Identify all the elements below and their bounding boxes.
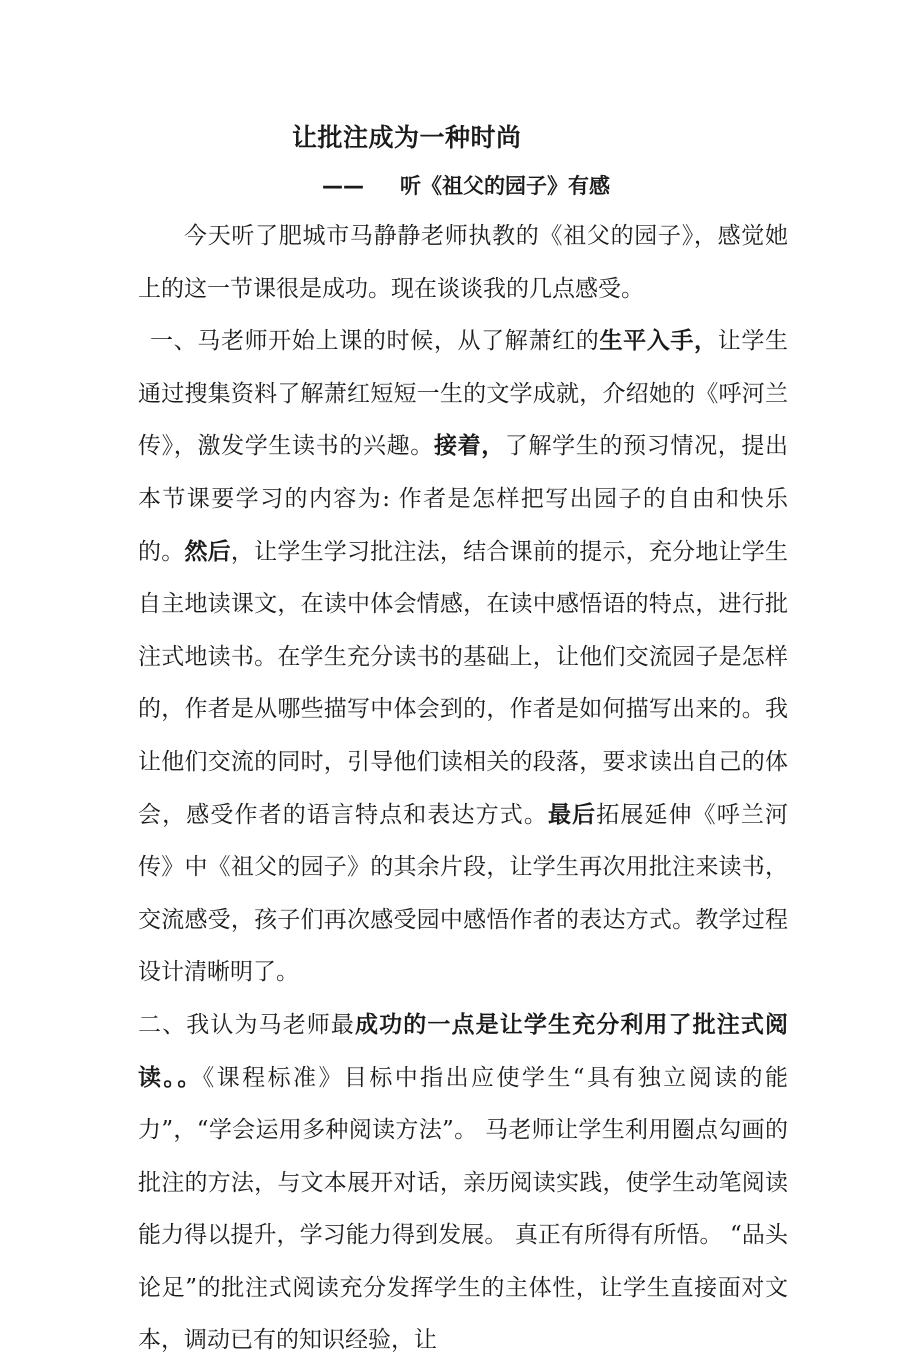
text-run: ，让学生学习批注法，结合课前的提示，充分地让学生自主地读课文，在读中体会情感，在读中感悟语的特点，进行批注式地读书。在学生充分读书的基础上，让他们交流园子是怎样的，作者是从哪些描写中体会到的，作者是如何描写出来的。我让他们交流的同时，引导他们读相关的段落，要求读出自己的体会，感受作者的语言特点和表达方式。: [138, 538, 789, 828]
bold-run: 然后: [184, 538, 231, 565]
paragraph-point-two: [138, 999, 788, 1367]
text-run: 让学生通过搜集资料了解萧红短短一生的文学成就，介绍她的《呼河兰传》，激发学生读书的兴趣。: [138, 328, 789, 460]
bold-run: 成功的一点是让学生充分利用了批注式阅读。。: [138, 1011, 789, 1091]
document-title: 让批注成为一种时尚: [292, 123, 522, 152]
paragraph-intro: [138, 210, 788, 315]
bold-run: 生平入手，: [599, 328, 718, 355]
text-run: 《课程标准》目标中指出应使学生“具有独立阅读的能力”，“学会运用多种阅读方法”。 马老师让学生利用圈点勾画的批注的方法，与文本展开对话，亲历阅读实践，使学生动笔阅读能力得以提升，学习能力得到发展。 真正有所得有所悟。 “品头论足”的批注式阅读充分发挥学生的主体性，让学生直接面对文本，调动已有的知识经验，让: [138, 1064, 788, 1354]
subtitle-text: 听《祖父的园子》有感: [400, 174, 610, 198]
text-run: 了解学生的预习情况，提出本节课要学习的内容为: 作者是怎样把写出园子的自由和快乐的。: [138, 433, 789, 565]
bold-run: 最后: [547, 801, 597, 828]
text-run: 一、马老师开始上课的时候，从了解萧红的: [150, 328, 600, 355]
paragraph-point-one: [138, 315, 788, 999]
document-body: [138, 210, 788, 1367]
document-subtitle: [322, 170, 610, 200]
subtitle-dash: ——: [322, 174, 364, 198]
bold-run: 接着，: [433, 433, 505, 460]
text-run: 今天听了肥城市马静静老师执教的《祖父的园子》，感觉她上的这一节课很是成功。现在谈谈我的几点感受。: [138, 223, 788, 302]
text-run: 二、我认为马老师最: [138, 1011, 356, 1038]
text-run: 拓展延伸《呼兰河传》中《祖父的园子》的其余片段，让学生再次用批注来读书，交流感受，孩子们再次感受园中感悟作者的表达方式。教学过程设计清晰明了。: [138, 801, 789, 986]
